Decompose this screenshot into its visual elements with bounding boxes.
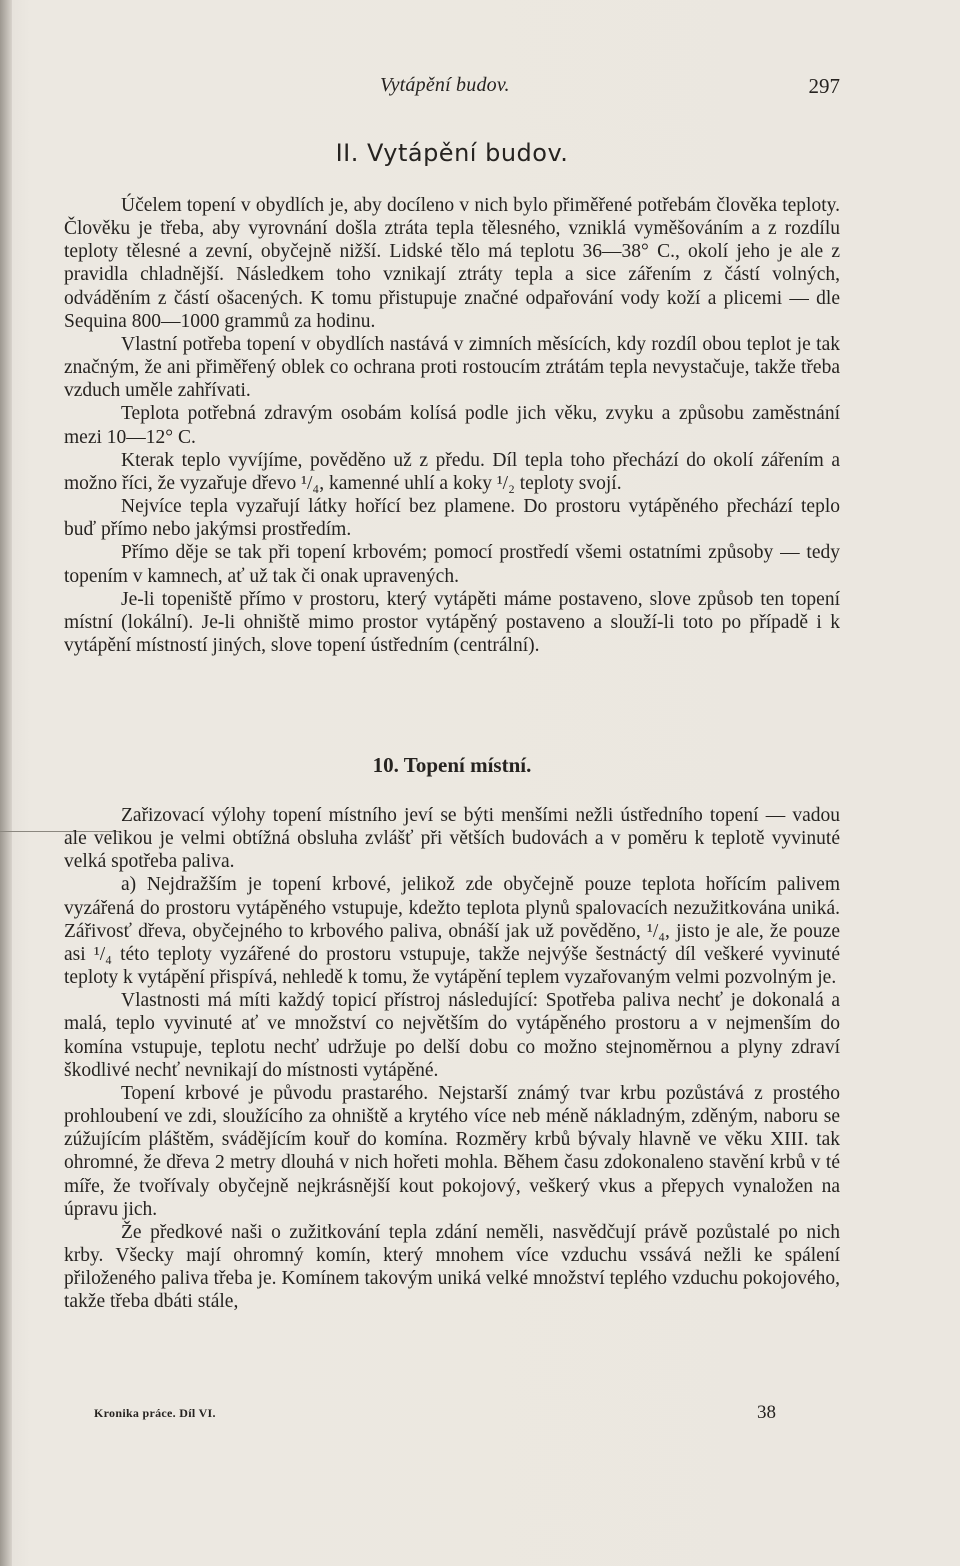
section-text-block <box>64 804 840 1313</box>
page-footer <box>64 1402 840 1426</box>
printer-signature: Kronika práce. Díl VI. <box>94 1406 216 1420</box>
paragraph: Že předkové naši o zužitkování tepla zdání neměli, nasvědčují právě pozůstalé po nich krby. Všecky mají ohromný komín, který mnohem více vzduchu vssává nežli ke spálení přiloženého paliva třeba je. Komínem takovým uniká velké množství teplého vzduchu pokojového, takže třeba dbáti stále, <box>64 1221 840 1313</box>
page-header <box>64 74 840 102</box>
paragraph: a) Nejdražším je topení krbové, jelikož zde obyčejně pouze teplota hořícím palivem vyzářená do prostoru vytápěného vstupuje, kdežto teplota plynů spalovacích nezužitkována uniká. Zářivosť dřeva, obyčejného to krbového paliva, obnáší jak už pověděno, ¹/₄, jisto je ale, že pouze asi ¹/₄ této teploty vyzářené do prostoru vstupuje, takže nejvýše šestnáctý díl veškeré vyvinuté teploty k vytápění přispívá, nehledě k tomu, že vytápění teplem vyzařovaným velmi pozvolným je. <box>64 874 840 989</box>
page-number: 297 <box>808 74 840 98</box>
paragraph: Nejvíce tepla vyzařují látky hořící bez plamene. Do prostoru vytápěného přechází teplo buď přímo nebo jakýmsi prostředím. <box>64 496 840 541</box>
paragraph: Přímo děje se tak při topení krbovém; pomocí prostředí všemi ostatními způsoby — tedy topením v kamnech, ať už tak či onak upravených. <box>64 542 840 587</box>
paragraph: Vlastnosti má míti každý topicí přístroj následující: Spotřeba paliva nechť je dokonalá a malá, teplo vyvinuté ať ve množství co největším do vytápěného prostoru a v nejmenším do komína vstupuje, teplotu nechť udržuje po delší dobu co možno stejnoměrnou a plyny zdraví škodlivé nechť nevnikají do místnosti vytápěné. <box>64 990 840 1081</box>
paragraph: Kterak teplo vyvíjíme, pověděno už z předu. Díl tepla toho přechází do okolí zářením a možno říci, že vyzařuje dřevo ¹/₄, kamenné uhlí a koky ¹/₂ teploty svojí. <box>64 449 840 494</box>
paragraph: Vlastní potřeba topení v obydlích nastává v zimních měsících, kdy rozdíl obou teplot je tak značným, že ani přiměřený oblek co ochrana proti rostoucím ztrátám tepla nevystačuje, takže třeba vzduch uměle zahřívati. <box>64 333 840 402</box>
section-heading: 10. Topení místní. <box>372 753 532 777</box>
chapter-title: II. Vytápění budov. <box>335 139 569 167</box>
running-title: Vytápění budov. <box>380 74 510 96</box>
book-spine-shadow <box>0 0 12 1566</box>
paragraph: Účelem topení v obydlích je, aby docíleno v nich bylo přiměřené potřebám člověka teploty. Člověku je třeba, aby vyrovnání došla ztráta tepla tělesného, vzniklá vyměšováním a z rozdílu teploty tělesné a zevní, obyčejně nižší. Lidské tělo má teplotu 36—38° C., okolí jeho je ale z pravidla chladnější. Následkem toho vznikají ztráty tepla a sice zářením z částí volných, odváděním z částí ošacených. K tomu přistupuje značné odpařování vody koží a plicemi — dle Sequina 800—1000 grammů za hodinu. <box>64 195 840 332</box>
intro-text-block <box>64 194 840 657</box>
paragraph: Je-li topeniště přímo v prostoru, který vytápěti máme postaveno, slove způsob ten topení místní (lokální). Je-li ohniště mimo prostor vytápěný postaveno a slouží-li toto po případě i k vytápění místností jiných, slove topení ústředním (centrální). <box>64 588 840 656</box>
paragraph: Topení krbové je původu prastarého. Nejstarší známý tvar krbu pozůstává z prostého prohloubení ve zdi, sloužícího za ohniště a krytého více neb méně nákladným, zděným, naboru se zúžujícím pláštěm, svádějícím kouř do komína. Rozměry krbů bývaly hlavně ve věku XIII. tak ohromné, že dřeva 2 metry dlouhá v nich hořeti mohla. Během času zdokonaleno stavění krbů v té míře, že tvořívaly obyčejně nejkrásnější kout pokojový, veškerý vkus a přepych vynaložen na úpravu jich. <box>64 1082 840 1220</box>
sheet-number: 38 <box>757 1402 776 1423</box>
paragraph: Zařizovací výlohy topení místního jeví se býti menšími nežli ústředního topení — vadou ale velikou je velmi obtížná obsluha zvlášť při větších budovách a v poměru k teplotě vyvinuté velká spotřeba paliva. <box>64 805 840 873</box>
paragraph: Teplota potřebná zdravým osobám kolísá podle jich věku, zvyku a způsobu zaměstnání mezi 10—12° C. <box>64 403 840 448</box>
